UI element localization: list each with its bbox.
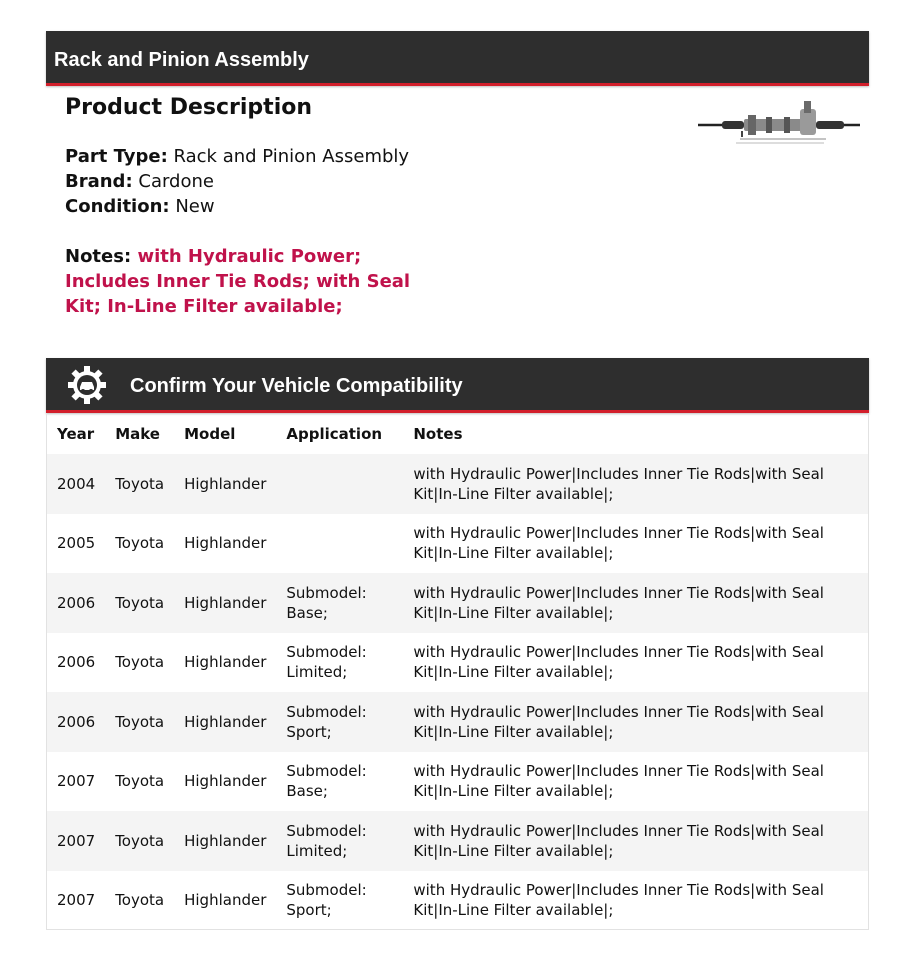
cell-notes: with Hydraulic Power|Includes Inner Tie Rods|with Seal Kit|In-Line Filter available|; (413, 881, 824, 920)
cell-model: Highlander (184, 534, 267, 553)
part-type-label: Part Type: (65, 146, 168, 167)
compatibility-bar (46, 358, 869, 413)
cell-make: Toyota (115, 891, 165, 910)
table-row (47, 871, 868, 931)
notes-label: Notes: (65, 246, 132, 267)
table-row (47, 633, 868, 693)
table-row (47, 454, 868, 514)
cell-application (276, 454, 403, 514)
brand-row (65, 169, 445, 194)
table-header-row (47, 413, 868, 454)
notes-value: with Hydraulic Power; Includes Inner Tie Rods; with Seal Kit; In-Line Filter available; (65, 246, 411, 317)
cell-notes: with Hydraulic Power|Includes Inner Tie Rods|with Seal Kit|In-Line Filter available|; (413, 702, 824, 741)
cell-year: 2007 (57, 772, 96, 791)
cell-model: Highlander (184, 653, 267, 672)
cell-make: Toyota (115, 712, 165, 731)
col-make: Make (115, 424, 160, 443)
cell-model: Highlander (184, 891, 267, 910)
cell-year: 2006 (57, 653, 96, 672)
cell-year: 2007 (57, 831, 96, 850)
cell-make: Toyota (115, 593, 165, 612)
table-row (47, 514, 868, 574)
cell-notes: with Hydraulic Power|Includes Inner Tie Rods|with Seal Kit|In-Line Filter available|; (413, 524, 824, 563)
cell-model: Highlander (184, 712, 267, 731)
cell-notes: with Hydraulic Power|Includes Inner Tie Rods|with Seal Kit|In-Line Filter available|; (413, 821, 824, 860)
gear-car-icon (67, 365, 107, 405)
cell-model: Highlander (184, 593, 267, 612)
cell-make: Toyota (115, 534, 165, 553)
description-heading: Product Description (65, 95, 313, 120)
compatibility-title: Confirm Your Vehicle Compatibility (130, 375, 463, 397)
cell-notes: with Hydraulic Power|Includes Inner Tie Rods|with Seal Kit|In-Line Filter available|; (413, 464, 824, 503)
cell-application: Submodel: Sport; (286, 702, 367, 741)
cell-application (276, 514, 403, 574)
rack-and-pinion-image (696, 99, 862, 147)
cell-make: Toyota (115, 653, 165, 672)
title-bar (46, 31, 869, 86)
cell-year: 2005 (57, 534, 96, 553)
cell-year: 2006 (57, 712, 96, 731)
table-row (47, 573, 868, 633)
cell-application: Submodel: Limited; (286, 821, 367, 860)
part-type-value: Rack and Pinion Assembly (173, 146, 410, 167)
col-model: Model (184, 424, 236, 443)
cell-year: 2004 (57, 474, 96, 493)
cell-application: Submodel: Base; (286, 762, 367, 801)
cell-application: Submodel: Sport; (286, 881, 367, 920)
compatibility-table (47, 413, 868, 930)
cell-notes: with Hydraulic Power|Includes Inner Tie Rods|with Seal Kit|In-Line Filter available|; (413, 583, 824, 622)
cell-make: Toyota (115, 474, 165, 493)
brand-label: Brand: (65, 171, 133, 192)
part-type-row (65, 144, 445, 169)
cell-model: Highlander (184, 831, 267, 850)
cell-notes: with Hydraulic Power|Includes Inner Tie Rods|with Seal Kit|In-Line Filter available|; (413, 643, 824, 682)
table-row (47, 692, 868, 752)
table-row (47, 811, 868, 871)
col-application: Application (286, 424, 383, 443)
cell-model: Highlander (184, 474, 267, 493)
page-title: Rack and Pinion Assembly (54, 49, 309, 71)
cell-notes: with Hydraulic Power|Includes Inner Tie Rods|with Seal Kit|In-Line Filter available|; (413, 762, 824, 801)
cell-make: Toyota (115, 831, 165, 850)
table-row (47, 752, 868, 812)
col-notes: Notes (413, 424, 463, 443)
condition-label: Condition: (65, 196, 170, 217)
cell-make: Toyota (115, 772, 165, 791)
notes-row (65, 244, 415, 319)
cell-model: Highlander (184, 772, 267, 791)
cell-year: 2007 (57, 891, 96, 910)
col-year: Year (57, 424, 95, 443)
compatibility-table-container (46, 413, 869, 930)
cell-application: Submodel: Limited; (286, 643, 367, 682)
brand-value: Cardone (138, 171, 214, 192)
product-description (65, 94, 445, 319)
cell-application: Submodel: Base; (286, 583, 367, 622)
condition-value: New (175, 196, 215, 217)
condition-row (65, 194, 445, 219)
cell-year: 2006 (57, 593, 96, 612)
